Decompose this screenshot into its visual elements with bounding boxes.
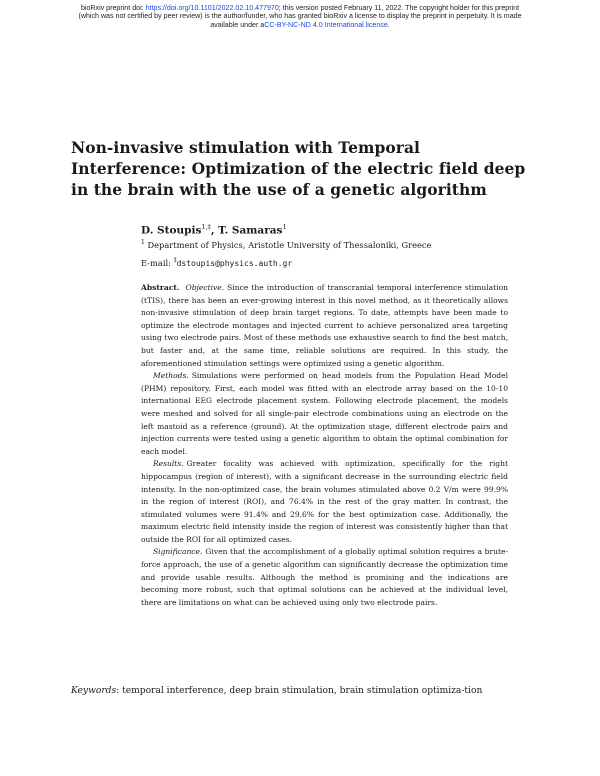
- author-list: [141, 223, 287, 237]
- preprint-line-1-suffix: ; this version posted February 11, 2022. The copyright holder for this preprint: [278, 4, 520, 12]
- keywords-colon: :: [116, 686, 123, 696]
- methods-text: Simulations were performed on head models from the Population Head Model (PHM) repository. First, each model was fitted with an electrode array based on the 10-10 international EEG electrode placement system. Following electrode placement, the models were meshed and solved for all single-pair electrode combinations using an electrode on the left mastoid as a reference (ground). At the optimization stage, different electrode pairs and injection currents were tested using a genetic algorithm to obtain the optimal combination for each model.: [141, 371, 508, 456]
- author-separator: ,: [210, 224, 219, 237]
- email-line: [141, 257, 292, 268]
- affiliation-mark: 1: [141, 239, 145, 246]
- preprint-line-3-suffix: .: [387, 20, 390, 29]
- email-label: E-mail:: [141, 257, 174, 268]
- preprint-prefix: bioRxiv preprint doi:: [80, 4, 146, 12]
- results-label: Results.: [153, 459, 184, 469]
- keywords: [71, 682, 514, 700]
- preprint-line-3-prefix: available under a: [210, 20, 265, 29]
- keywords-text: temporal interference, deep brain stimulation, brain stimulation optimiza-tion: [122, 686, 483, 696]
- author-1-marks: 1,‡: [201, 223, 211, 231]
- abstract-results: [141, 458, 508, 546]
- doi-link[interactable]: https://doi.org/10.1101/2022.02.10.477970: [145, 4, 279, 12]
- results-text: Greater focality was achieved with optimization, specifically for the right hippocampus (region of interest), with a significant decrease in the surrounding electric field intensity. In the non-optimized case, the brain volumes stimulated above 0.2 V/m were 99.9% in the region of interest (ROI), and 76.4% in the rest of the gray matter. In contrast, the stimulated volumes were 91.4% and 29.6% for the best optimization case. Additionally, the maximum electric field intensity inside the region of interest was consistently higher than that outside the ROI for all optimized cases.: [141, 459, 508, 544]
- preprint-line-3: [0, 21, 600, 29]
- affiliation: [141, 239, 431, 250]
- significance-label: Significance.: [153, 547, 203, 557]
- license-link[interactable]: CC-BY-NC-ND 4.0 International license: [264, 20, 388, 29]
- objective-label: Objective.: [185, 283, 225, 292]
- author-2-name: T. Samaras: [218, 224, 283, 237]
- abstract-methods: [141, 370, 508, 458]
- abstract-significance: [141, 546, 508, 609]
- paper-title: [71, 137, 541, 200]
- preprint-notice: [0, 4, 600, 29]
- abstract-label: Abstract.: [141, 283, 180, 292]
- title-line-1: Non-invasive stimulation with Temporal: [71, 138, 420, 157]
- author-1-name: D. Stoupis: [141, 224, 202, 237]
- abstract-objective: [141, 282, 508, 370]
- author-2-marks: 1: [282, 223, 287, 231]
- email-mark: ‡: [173, 257, 177, 264]
- affiliation-text: Department of Physics, Aristotle University of Thessaloniki, Greece: [144, 239, 432, 250]
- objective-text: Since the introduction of transcranial temporal interference stimulation (tTIS), there has been an ever-growing interest in this novel method, as it theoretically allows non-invasive stimulation of deep brain target regions. To date, attempts have been made to optimize the electrode montages and injected current to achieve personalized area targeting using two electrode pairs. Most of these methods use exhaustive search to find the best match, but faster and, at the same time, reliable solutions are required. In this study, the aforementioned stimulation settings were optimized using a genetic algorithm.: [141, 283, 508, 368]
- significance-text: Given that the accomplishment of a globally optimal solution requires a brute-force approach, the use of a genetic algorithm can significantly decrease the optimization time and provide usable results. Although the method is promising and the indications are becoming more robust, such that optimal solutions can be achieved at the individual level, there are limitations on what can be achieved using only two electrode pairs.: [141, 547, 508, 607]
- keywords-label: Keywords: [71, 686, 117, 696]
- title-line-2: Interference: Optimization of the electric field deep: [71, 159, 526, 178]
- preprint-line-2: (which was not certified by peer review) is the author/funder, who has granted bioRxiv a license to display the preprint in perpetuity. It is made: [78, 12, 522, 21]
- email-address[interactable]: dstoupis@physics.auth.gr: [176, 258, 293, 268]
- title-line-3: in the brain with the use of a genetic algorithm: [71, 180, 487, 199]
- abstract: [141, 282, 508, 609]
- methods-label: Methods.: [153, 371, 189, 381]
- preprint-line-1: [0, 4, 600, 12]
